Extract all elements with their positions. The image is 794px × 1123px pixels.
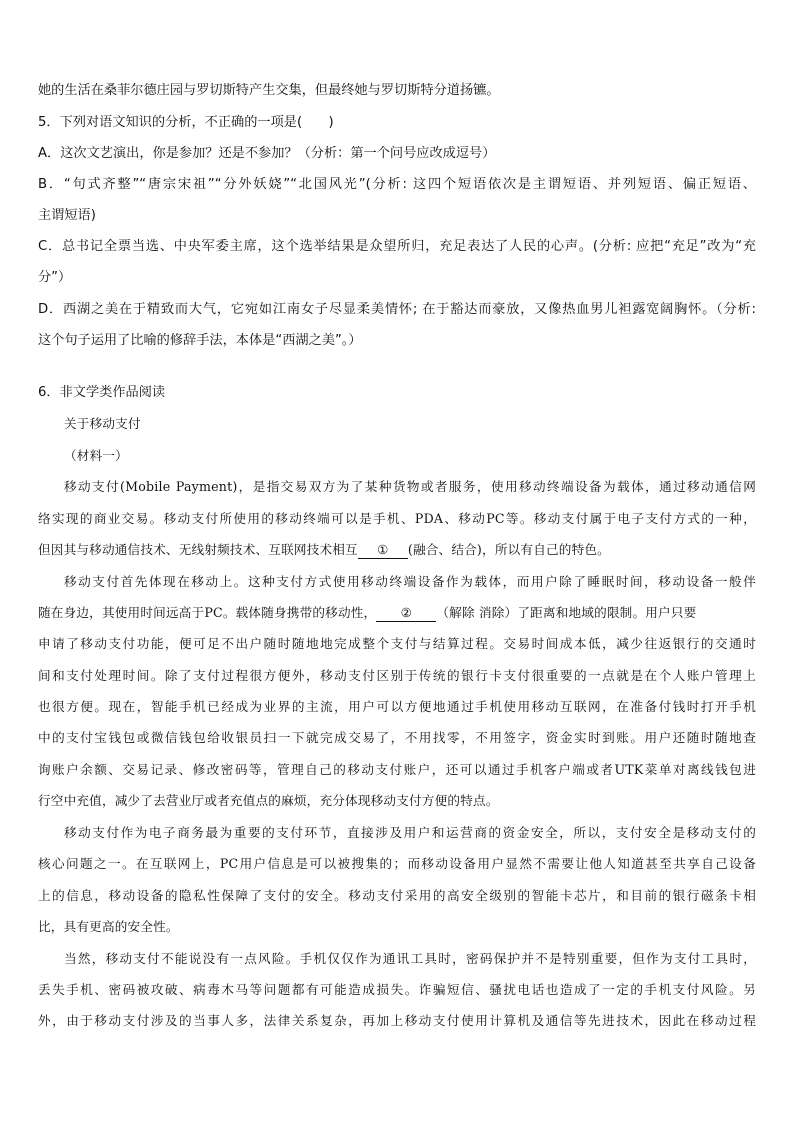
paragraph-3-line-3: 上的信息，移动设备的隐私性保障了支付的安全。移动支付采用的高安全级别的智能卡芯片，和目前的银行磁条卡相 [38,888,756,903]
paragraph-4-line-2: 丢失手机、密码被攻破、病毒木马等问题都有可能造成损失。诈骗短信、骚扰电话也造成了一定的手机支付风险。另 [38,982,756,997]
paragraph-2-line-7: 询账户余额、交易记录、修改密码等，管理自己的移动支付账户，还可以通过手机客户端或者UTK菜单对离线钱包进 [38,762,756,777]
question-5-option-c-line2: 分”） [38,270,72,285]
question-5-option-d-line2: 这个句子运用了比喻的修辞手法，本体是“西湖之美”。） [38,333,362,348]
fill-in-blank-2: ② [376,605,436,622]
paragraph-1-line-2: 络实现的商业交易。移动支付所使用的移动终端可以是手机、PDA、移动PC等。移动支付属于电子支付方式的一种， [38,511,756,526]
paragraph-2-line-1: 移动支付首先体现在移动上。这种支付方式使用移动终端设备作为载体，而用户除了睡眠时间，移动设备一般伴 [64,574,756,589]
fill-in-blank-1: ① [358,542,408,559]
paragraph-3-line-1: 移动支付作为电子商务最为重要的支付环节，直接涉及用户和运营商的资金安全，所以，支付安全是移动支付的 [64,825,756,840]
paragraph-2-line-2-before-blank: 随在身边，其使用时间远高于PC。载体随身携带的移动性， [38,605,377,620]
passage-title: 关于移动支付 [64,416,141,431]
paragraph-3-line-4: 比，具有更高的安全性。 [38,919,179,934]
continuation-line: 她的生活在桑菲尔德庄园与罗切斯特产生交集，但最终她与罗切斯特分道扬镳。 [38,83,500,98]
paragraph-2-line-3: 申请了移动支付功能，便可足不出户随时随地地完成整个支付与结算过程。交易时间成本低，减少往返银行的交通时 [38,636,756,651]
paragraph-2-line-2 [38,603,756,623]
paragraph-2-line-6: 中的支付宝钱包或微信钱包给收银员扫一下就完成交易了，不用找零，不用签字，资金实时到账。用户还随时随地查 [38,730,756,745]
paragraph-2-line-5: 也很方便。现在，智能手机已经成为业界的主流，用户可以方便地通过手机使用移动互联网，在准备付钱时打开手机 [38,699,756,714]
question-5-option-d-line1: D．西湖之美在于精致而大气，它宛如江南女子尽显柔美情怀; 在于豁达而豪放，又像热血男儿袒露宽阔胸怀。（分析: [38,302,756,317]
paragraph-1-line-3-before-blank: 但因其与移动通信技术、无线射频技术、互联网技术相互 [38,542,358,557]
paragraph-2-line-4: 间和支付处理时间。除了支付过程很方便外，移动支付区别于传统的银行卡支付很重要的一点就是在个人账户管理上 [38,668,756,683]
paragraph-3-line-2: 核心问题之一。在互联网上，PC用户信息是可以被搜集的；而移动设备用户显然不需要让他人知道甚至共享自己设备 [38,856,756,871]
paragraph-4-line-3: 外，由于移动支付涉及的当事人多，法律关系复杂，再加上移动支付使用计算机及通信等先进技术，因此在移动过程 [38,1013,756,1028]
question-5-stem: 5．下列对语文知识的分析，不正确的一项是( ) [38,115,334,130]
question-5-option-b-line1: B．“句式齐整”“唐宗宋祖”“分外妖娆”“北国风光”(分析: 这四个短语依次是主谓短语、并列短语、偏正短语、 [38,177,756,192]
paragraph-4-line-1: 当然，移动支付不能说没有一点风险。手机仅仅作为通讯工具时，密码保护并不是特别重要，但作为支付工具时， [64,951,756,966]
paragraph-1-line-1: 移动支付(Mobile Payment)，是指交易双方为了某种货物或者服务，使用移动终端设备为载体，通过移动通信网 [64,479,756,494]
paragraph-2-line-2-after-blank: （解除 消除）了距离和地域的限制。用户只要 [436,605,697,620]
paragraph-1-line-3-after-blank: (融合、结合)，所以有自己的特色。 [407,542,610,557]
question-5-option-c-line1: C．总书记全票当选、中央军委主席，这个选举结果是众望所归，充足表达了人民的心声。(分析: 应把“充足”改为“充 [38,239,756,254]
paragraph-2-line-8: 行空中充值，减少了去营业厅或者充值点的麻烦，充分体现移动支付方便的特点。 [38,793,499,808]
question-5-option-a: A．这次文艺演出，你是参加？还是不参加？（分析：第一个问号应改成逗号） [38,146,496,161]
material-label: （材料一） [64,448,128,463]
paragraph-1-line-3 [38,540,756,560]
question-5-option-b-line2: 主谓短语) [38,208,96,223]
question-6-heading: 6．非文学类作品阅读 [38,385,166,400]
